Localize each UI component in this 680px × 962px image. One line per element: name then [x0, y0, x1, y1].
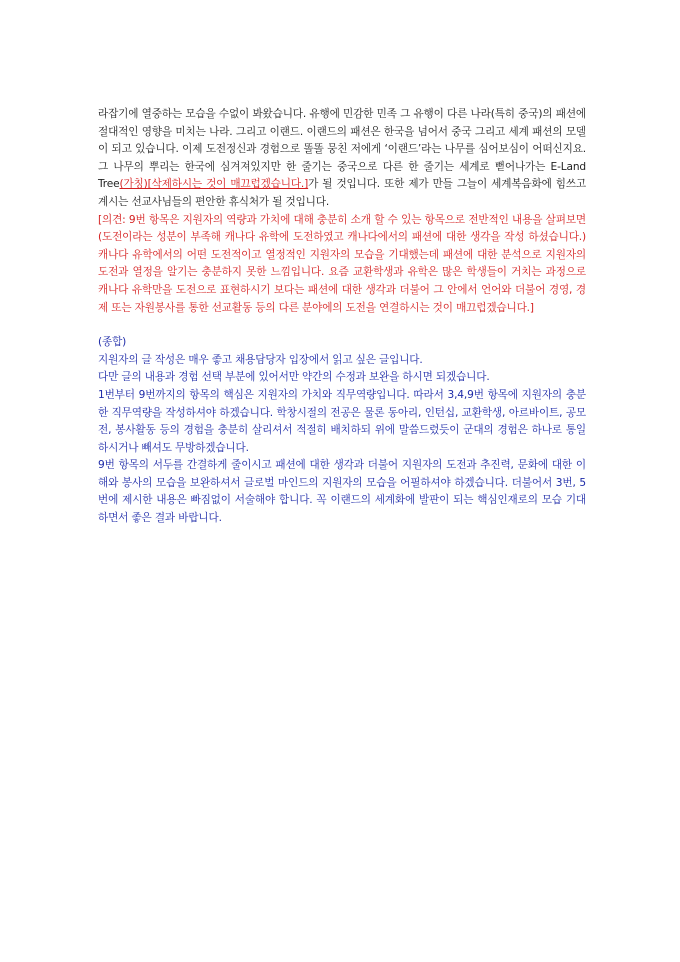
- summary-line: 다만 글의 내용과 경험 선택 부분에 있어서만 약간의 수정과 보완을 하시면 되겠습니다.: [98, 371, 490, 384]
- summary-line: 9번 항목의 서두를 간결하게 줄이시고 패션에 대한 생각과 더불어 지원자의 도전과 추진력, 문화에 대한 이해와 봉사의 모습을 보완하셔서 글로벌 마인드의 지원자의 모습을 어필하셔야 하겠습니다. 더불어서 3번, 5번에 제시한 내용은 빠짐없이 서술해야 합니다. 꼭 이랜드의 세계화에 발판이 되는 핵심인재로의 모습 기대하면서 좋은 결과 바랍니다.: [98, 459, 586, 525]
- essay-text-part2: 가 될 것입니다. 또한 제가 만들 그늘이 세계복음화에 힘쓰고 계시는 선교사님들의 편안한 휴식처가 될 것입니다.: [98, 178, 587, 208]
- section-spacer: [98, 317, 586, 334]
- summary-line: 지원자의 글 작성은 매우 좋고 채용담당자 입장에서 읽고 싶은 글입니다.: [98, 353, 423, 366]
- summary-line: 1번부터 9번까지의 항목의 핵심은 지원자의 가치와 직무역량입니다. 따라서 3,4,9번 항목에 지원자의 충분한 직무역량을 작성하셔야 하겠습니다. 학창시절의 전공은 물론 동아리, 인턴십, 교환학생, 아르바이트, 공모전, 봉사활동 등의 경험을 충분히 살리셔서 적절히 배치하되 위에 말씀드렸듯이 군대의 경험은 하나로 통일하시거나 빼셔도 무방하겠습니다.: [98, 388, 586, 454]
- summary-title: (종합): [98, 336, 127, 349]
- essay-paragraph: [98, 106, 586, 212]
- document-body: [98, 106, 586, 528]
- essay-text-part1: 라잡기에 열중하는 모습을 수없이 봐왔습니다. 유행에 민감한 민족 그 유행이 다른 나라(특히 중국)의 패션에 절대적인 영향을 미치는 나라. 그리고 이랜드. 이랜드의 패션은 한국을 넘어서 중국 그리고 세계 패션의 모델이 되고 있습니다. 이제 도전정신과 경험으로 똘똘 뭉친 저에게 ‘이랜드’라는 나무를 심어보심이 어떠신지요. 그 나무의 뿌리는 한국에 심겨져있지만 한 줄기는 중국으로 다른 한 줄기는 세계로 뻗어나가는 E-Land Tree: [98, 108, 586, 191]
- opinion-comment: [의견: 9번 항목은 지원자의 역량과 가치에 대해 충분히 소개 할 수 있는 항목으로 전반적인 내용을 살펴보면 (도전이라는 성분이 부족해 캐나다 유학에 도전하였고 캐나다에서의 패션에 대한 생각을 작성 하셨습니다.) 캐나다 유학에서의 어떤 도전적이고 열정적인 지원자의 모습을 기대했는데 패션에 대한 분석으로 지원자의 도전과 열정을 알기는 충분하지 못한 느낌입니다. 요즘 교환학생과 유학은 많은 학생들이 거치는 과정으로 캐나다 유학만을 도전으로 표현하시기 보다는 패션에 대한 생각과 더불어 그 안에서 언어와 더불어 경영, 경제 또는 자원봉사를 통한 선교활동 등의 다른 분야에의 도전을 연결하시는 것이 매끄럽겠습니다.]: [98, 213, 586, 314]
- inline-edit-comment: (가칭)[삭제하시는 것이 매끄럽겠습니다.]: [119, 178, 309, 191]
